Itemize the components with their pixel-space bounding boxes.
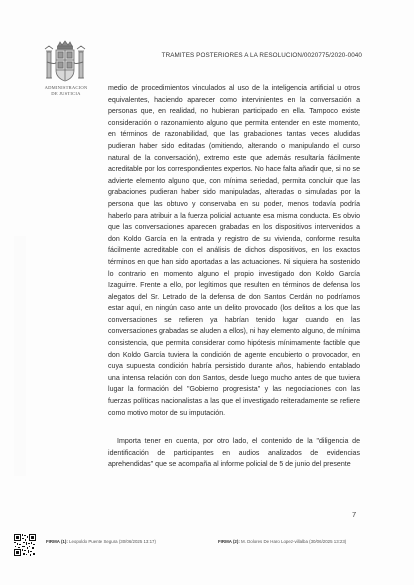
- body-paragraph-2: Importa tener en cuenta, por otro lado, el contenido de la "diligencia de identificación de participantes en audios analizados de evidencias aprehendidas" que se acompaña al informe policial de 5 de junio del presente: [108, 438, 360, 469]
- side-security-strip: [14, 236, 26, 476]
- qr-code-icon: [14, 534, 36, 556]
- signature-2-value: M. Dolores De Haro Lopez-villalba (30/06/2025 13:23): [241, 539, 347, 544]
- signature-1-value: Leopoldo Puente Segura (30/06/2025 13:17): [69, 539, 156, 544]
- signature-1-label: FIRMA (1):: [46, 539, 68, 544]
- signature-1: [46, 539, 156, 544]
- emblem-label-line2: DE JUSTICIA: [51, 90, 81, 96]
- document-header: TRAMITES POSTERIORES A LA RESOLUCION/0020775/2020-0040: [161, 52, 362, 59]
- document-body: [108, 83, 360, 471]
- emblem-label-line1: ADMINISTRACION: [44, 85, 88, 90]
- signature-2-label: FIRMA (2):: [218, 539, 240, 544]
- emblem-label: [38, 85, 94, 96]
- coat-of-arms-icon: [42, 40, 88, 90]
- page-number: 7: [352, 510, 357, 519]
- body-paragraph-1: medio de procedimientos vinculados al uso de la inteligencia artificial u otros equivalentes, haciendo aparecer como intervinientes en la conversación a personas que, en realidad, no hubieran participado en ella. Tampoco existe consideración o razonamiento alguno que permita entender en este momento, en términos de razonabilidad, que las grabaciones tantas veces aludidas pudieran haber sido editadas (omitiendo, alterando o manipulando el curso natural de la conversación), extremo este que además resultaría fácilmente acreditable por los correspondientes expertos. No hace falta añadir que, si no se advierte elemento alguno que, con mínima seriedad, permita concluir que las grabaciones pudieran haber sido manipuladas, alteradas o simuladas por la persona que las obtuvo y conservaba en su poder, menos todavía podría haberlo para atribuir a la fuerza policial actuante esa misma conducta. Es obvio que las conversaciones aparecen grabadas en los dispositivos intervenidos a don Koldo García en la entrada y registro de su vivienda, conforme resulta fácilmente acreditable con el análisis de dichos dispositivos, en los exactos términos en que han sido aportadas a las actuaciones. Ni siquiera ha sostenido lo contrario en momento alguno el propio investigado don Koldo García Izaguirre. Frente a ello, por legítimos que resulten en términos de defensa los alegatos del Sr. Letrado de la defensa de don Santos Cerdán no podríamos estar aquí, en ningún caso ante un delito provocado (los delitos a los que las conversaciones se refieren ya habrían tenido lugar cuando en las conversaciones grabadas se aluden a ellos), ni hay elemento alguno, de mínima consistencia, que permita considerar como hipótesis mínimamente factible que don Koldo García tuviera la condición de agente encubierto o provocador, en cuya supuesta condición habría persistido durante años, habiendo entablado una intensa relación con don Santos, desde luego mucho antes de que tuviera lugar la formación del "Gobierno progresista" y las negociaciones con las fuerzas políticas nacionalistas a las que el investigado reiteradamente se refiere como motivo motor de su imputación.: [108, 85, 360, 417]
- signature-2: [218, 539, 346, 544]
